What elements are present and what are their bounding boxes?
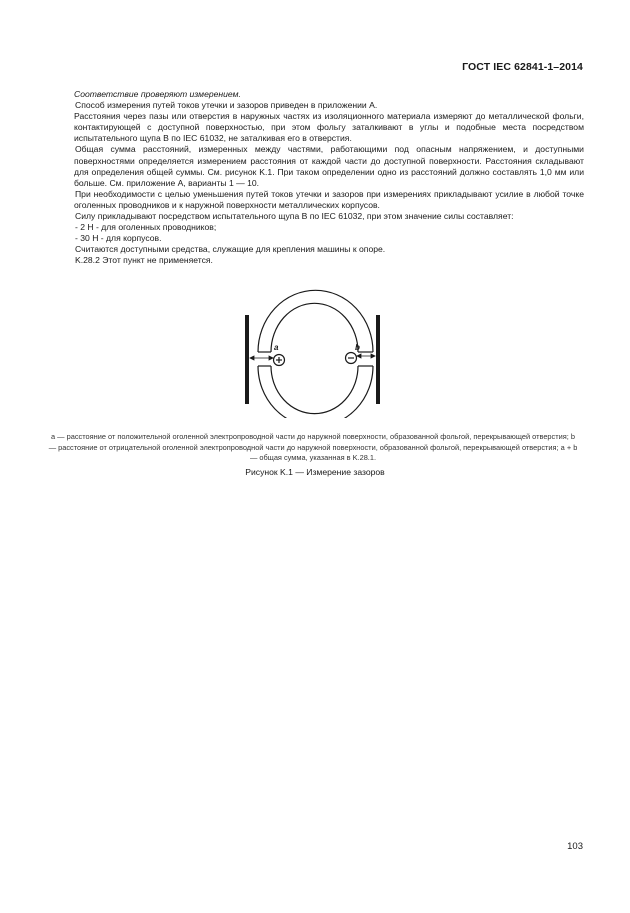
paragraph-total-sum: Общая сумма расстояний, измеренных между частями, работающими под опасным напряжением, и доступными поверхностями определяется измерением расстояния от каждой части до доступной поверхности. Расстояния складывают для определения общей суммы. См. рисунок K.1. При таком определении одно из расстояний должно составлять 1,0 мм или больше. См. приложение A, варианты 1 — 10. [74, 144, 584, 188]
figure-caption: a — расстояние от положительной оголенной электропроводной части до наружной поверхности, образованной фольгой, перекрывающей отверстия; b — расстояние от отрицательной оголенной электропроводной части до наружной поверхности, образованной фольгой, перекрывающей отверстия; a + b — общая сумма, указанная в K.28.1. [48, 432, 578, 463]
list-item-conductors: - 2 Н - для оголенных проводников; [75, 222, 217, 233]
label-b: b [355, 343, 360, 352]
negative-conductor-icon [346, 353, 357, 364]
dimension-arrow-a [250, 356, 273, 360]
list-item-enclosures: - 30 Н - для корпусов. [75, 233, 162, 244]
paragraph-accessible-means: Считаются доступными средства, служащие для крепления машины к опоре. [75, 244, 386, 255]
page-number: 103 [567, 841, 583, 852]
insulating-ring [258, 290, 373, 418]
left-foil-plate [245, 315, 249, 404]
positive-conductor-icon [274, 355, 285, 366]
paragraph-k28-2: K.28.2 Этот пункт не применяется. [75, 255, 213, 266]
right-foil-plate [376, 315, 380, 404]
body-text [74, 89, 584, 267]
figure-k1-diagram [230, 288, 400, 418]
paragraph-force-applied: Силу прикладывают посредством испытательного щупа B по IEC 61032, при этом значение силы составляет: [75, 211, 514, 222]
figure-title: Рисунок K.1 — Измерение зазоров [245, 467, 385, 477]
paragraph-distances: Расстояния через пазы или отверстия в наружных частях из изоляционного материала измеряют до металлической фольги, контактирующей с доступной поверхностью, при этом фольгу заталкивают в углы и подобные места посредством испытательного щупа B по IEC 61032, не заталкивая его в отверстия. [74, 111, 584, 144]
document-header: ГОСТ IEC 62841-1–2014 [462, 61, 583, 73]
dimension-arrow-b [357, 354, 375, 358]
paragraph-force-note: При необходимости с целью уменьшения путей токов утечки и зазоров при измерениях прикладывают усилие в любой точке оголенных проводников и к наружной поверхности металлических корпусов. [74, 188, 584, 210]
paragraph-compliance: Соответствие проверяют измерением. [74, 89, 241, 99]
label-a: a [274, 343, 279, 352]
paragraph-method: Способ измерения путей токов утечки и зазоров приведен в приложении A. [75, 100, 378, 111]
